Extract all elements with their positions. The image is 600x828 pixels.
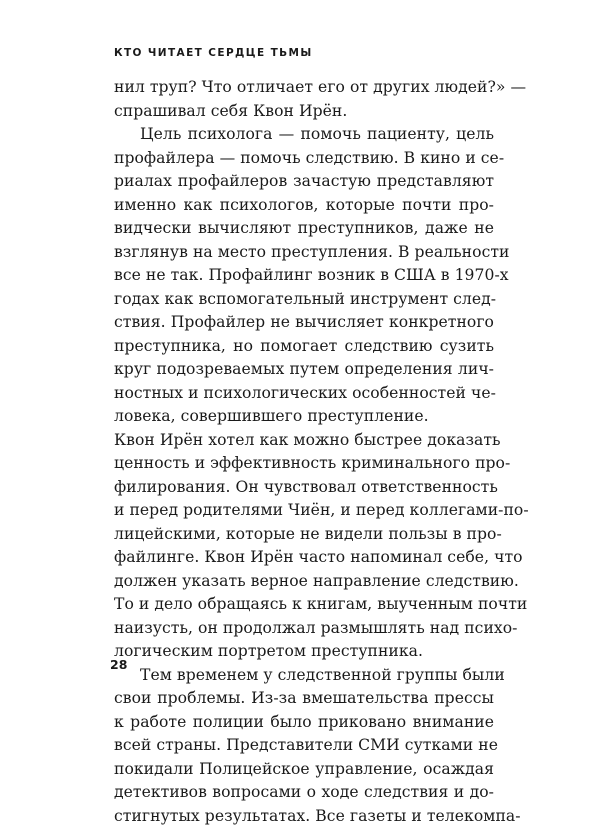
body-text xyxy=(114,76,494,828)
text-line: видчески вычисляют преступников, даже не xyxy=(114,217,494,241)
text-line: профайлера — помочь следствию. В кино и се- xyxy=(114,147,494,171)
text-line: ценность и эффективность криминального про- xyxy=(114,452,494,476)
text-line: должен указать верное направление следствию. xyxy=(114,570,494,594)
text-line: все не так. Профайлинг возник в США в 1970-х xyxy=(114,264,494,288)
text-line: именно как психологов, которые почти про- xyxy=(114,194,494,218)
text-line: к работе полиции было приковано внимание xyxy=(114,711,494,735)
text-line: круг подозреваемых путем определения лич- xyxy=(114,358,494,382)
text-line: всей страны. Представители СМИ сутками не xyxy=(114,734,494,758)
text-line: лицейскими, которые не видели пользы в про- xyxy=(114,523,494,547)
text-line: наизусть, он продолжал размышлять над психо- xyxy=(114,617,494,641)
text-line: и перед родителями Чиён, и перед коллегами-по- xyxy=(114,499,494,523)
text-line: логическим портретом преступника. xyxy=(114,640,494,664)
paragraph-start: Тем временем у следственной группы были xyxy=(114,664,494,688)
text-line: стигнутых результатах. Все газеты и телекомпа- xyxy=(114,805,494,828)
paragraph-start: Квон Ирён хотел как можно быстрее доказать xyxy=(114,429,494,453)
text-line: нил труп? Что отличает его от других людей?» — xyxy=(114,76,494,100)
text-line: файлинге. Квон Ирён часто напоминал себе, что xyxy=(114,546,494,570)
page-number: 28 xyxy=(110,657,127,672)
text-line: ностных и психологических особенностей че- xyxy=(114,382,494,406)
text-line: годах как вспомогательный инструмент след- xyxy=(114,288,494,312)
text-line: ловека, совершившего преступление. xyxy=(114,405,494,429)
text-line: покидали Полицейское управление, осаждая xyxy=(114,758,494,782)
text-line: филирования. Он чувствовал ответственность xyxy=(114,476,494,500)
text-line: детективов вопросами о ходе следствия и до- xyxy=(114,781,494,805)
text-line: преступника, но помогает следствию сузить xyxy=(114,335,494,359)
text-line: ствия. Профайлер не вычисляет конкретного xyxy=(114,311,494,335)
text-line: взглянув на место преступления. В реальности xyxy=(114,241,494,265)
text-line: То и дело обращаясь к книгам, выученным почти xyxy=(114,593,494,617)
text-line: свои проблемы. Из-за вмешательства прессы xyxy=(114,687,494,711)
text-line: риалах профайлеров зачастую представляют xyxy=(114,170,494,194)
text-line: спрашивал себя Квон Ирён. xyxy=(114,100,494,124)
paragraph-start: Цель психолога — помочь пациенту, цель xyxy=(114,123,494,147)
running-header: КТО ЧИТАЕТ СЕРДЦЕ ТЬМЫ xyxy=(114,47,313,59)
